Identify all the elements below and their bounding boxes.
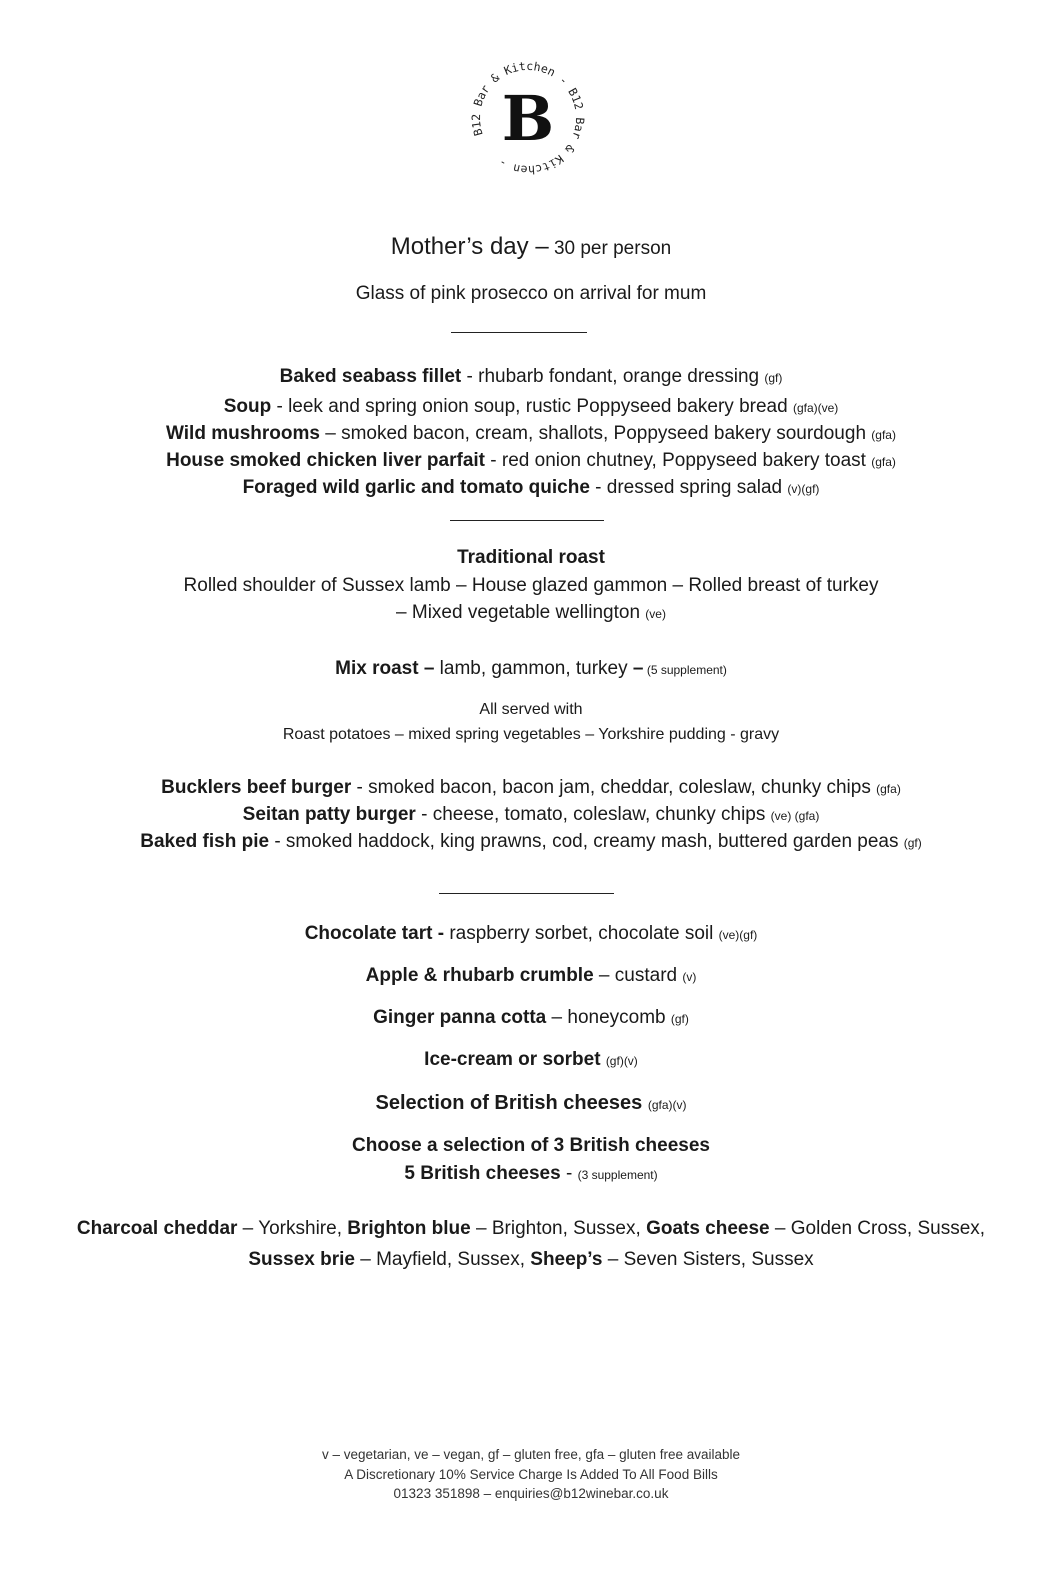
supplement-note: (3 supplement) <box>577 1168 658 1182</box>
service-charge <box>0 1465 1062 1484</box>
dish-name: Chocolate tart - <box>304 923 445 944</box>
dish-name: Apple & rhubarb crumble <box>365 965 594 986</box>
dietary-legend-text: v – vegetarian, ve – vegan, gf – gluten free, gfa – gluten free available <box>321 1447 741 1462</box>
cheese-origin: – Brighton, Sussex, <box>470 1218 647 1239</box>
starter-item <box>0 448 1062 475</box>
dietary-tags: (gfa) <box>871 428 896 442</box>
dietary-tags: (gf)(v) <box>605 1054 638 1068</box>
dish-description: – honeycomb <box>546 1007 671 1028</box>
contact-text: 01323 351898 – enquiries@b12winebar.co.uk <box>393 1486 669 1501</box>
dessert-item <box>0 1090 1062 1118</box>
cheese-name: Charcoal cheddar <box>76 1218 238 1239</box>
cheese-choose <box>0 1133 1062 1159</box>
dietary-tags: (gfa)(ve) <box>792 401 839 415</box>
cheese-name: Brighton blue <box>347 1218 471 1239</box>
dish-name: Bucklers beef burger <box>161 777 352 798</box>
divider-3 <box>439 893 614 894</box>
roast-options-text: Rolled shoulder of Sussex lamb – House glazed gammon – Rolled breast of turkey <box>183 575 879 596</box>
dessert-item <box>0 1005 1062 1032</box>
title-price: 30 per person <box>553 238 672 259</box>
dish-name: Foraged wild garlic and tomato quiche <box>242 477 590 498</box>
dish-name: Selection of British cheeses <box>375 1092 643 1114</box>
starter-item <box>0 394 1062 421</box>
dessert-item <box>0 963 1062 990</box>
cheese-list-line-1 <box>0 1216 1062 1242</box>
dish-name: Ginger panna cotta <box>373 1007 547 1028</box>
dish-description: - leek and spring onion soup, rustic Poppyseed bakery bread <box>271 396 793 417</box>
main-item <box>0 829 1062 856</box>
dish-description: raspberry sorbet, chocolate soil <box>444 923 719 944</box>
mix-roast <box>0 656 1062 683</box>
cheese-name: Sussex brie <box>248 1249 355 1270</box>
main-item <box>0 802 1062 829</box>
welcome-text: Glass of pink prosecco on arrival for mum <box>355 283 707 304</box>
roast-heading <box>0 545 1062 571</box>
cheese-choose-text: Choose a selection of 3 British cheeses <box>352 1135 710 1156</box>
menu-title <box>0 232 1062 262</box>
dish-name: Ice-cream or sorbet <box>424 1049 601 1070</box>
roast-options-vegan <box>0 600 1062 627</box>
dietary-tags: (gfa)(v) <box>647 1098 687 1112</box>
starter-item <box>0 364 1062 391</box>
dish-description: - red onion chutney, Poppyseed bakery toast <box>485 450 872 471</box>
roast-heading-text: Traditional roast <box>457 547 605 568</box>
dish-description: – smoked bacon, cream, shallots, Poppyseed bakery sourdough <box>319 423 872 444</box>
dish-name: Baked fish pie <box>140 831 270 852</box>
cheese-name: Goats cheese <box>646 1218 770 1239</box>
dietary-tags: (gfa) <box>871 455 896 469</box>
welcome-drink <box>0 281 1062 307</box>
dietary-tags: (ve) <box>645 607 666 621</box>
dash: – <box>632 658 644 679</box>
dietary-tags: (ve) (gfa) <box>770 809 820 823</box>
dish-name: 5 British cheeses <box>404 1163 561 1184</box>
logo-ring-text: B12 Bar & Kitchen - B12 Bar & Kitchen - <box>468 58 588 178</box>
dish-name: Seitan patty burger <box>242 804 416 825</box>
dietary-tags: (gfa) <box>876 782 901 796</box>
dessert-item <box>0 921 1062 948</box>
dietary-tags: (gf) <box>670 1012 689 1026</box>
cheese-origin: – Golden Cross, Sussex, <box>769 1218 986 1239</box>
main-item <box>0 775 1062 802</box>
service-charge-text: A Discretionary 10% Service Charge Is Added To All Food Bills <box>344 1467 718 1482</box>
dish-name: Baked seabass fillet <box>279 366 462 387</box>
cheese-origin: – Seven Sisters, Sussex <box>602 1249 814 1270</box>
contact-info <box>0 1484 1062 1503</box>
dish-description: lamb, gammon, turkey <box>434 658 633 679</box>
served-with-items <box>0 723 1062 747</box>
dish-description: - rhubarb fondant, orange dressing <box>461 366 765 387</box>
roast-options <box>0 573 1062 599</box>
starter-item <box>0 475 1062 502</box>
dish-description: - smoked bacon, bacon jam, cheddar, coleslaw, chunky chips <box>351 777 877 798</box>
dietary-legend <box>0 1445 1062 1464</box>
dessert-item <box>0 1047 1062 1074</box>
dish-description: - dressed spring salad <box>589 477 788 498</box>
dish-name: Soup <box>223 396 272 417</box>
cheese-origin: – Mayfield, Sussex, <box>354 1249 531 1270</box>
served-with-label: All served with <box>479 701 583 718</box>
dish-description: - cheese, tomato, coleslaw, chunky chips <box>415 804 771 825</box>
dietary-tags: (ve)(gf) <box>718 928 758 942</box>
dish-description: – custard <box>593 965 683 986</box>
dish-description: - smoked haddock, king prawns, cod, creamy mash, buttered garden peas <box>269 831 904 852</box>
dish-name: Wild mushrooms <box>166 423 320 444</box>
b12-logo <box>466 56 590 180</box>
title-main: Mother’s day – <box>390 233 549 260</box>
dietary-tags: (gf) <box>903 836 922 850</box>
starter-item <box>0 421 1062 448</box>
dietary-tags: (v) <box>682 970 697 984</box>
cheese-list-line-2 <box>0 1247 1062 1273</box>
supplement-note: (5 supplement) <box>643 663 727 677</box>
logo-letter: B <box>501 82 555 155</box>
cheese-name: Sheep’s <box>530 1249 603 1270</box>
divider-1 <box>451 332 587 333</box>
dish-name: House smoked chicken liver parfait <box>166 450 485 471</box>
dietary-tags: (v)(gf) <box>787 482 820 496</box>
dish-name: Mix roast – <box>335 658 435 679</box>
cheese-origin: – Yorkshire, <box>237 1218 348 1239</box>
divider-2 <box>450 520 604 521</box>
roast-vegan-text: – Mixed vegetable wellington <box>396 602 646 623</box>
dish-description: - <box>560 1163 578 1184</box>
served-with-title <box>0 698 1062 722</box>
served-with-text: Roast potatoes – mixed spring vegetables – Yorkshire pudding - gravy <box>282 726 780 743</box>
dietary-tags: (gf) <box>764 371 783 385</box>
cheese-five <box>0 1161 1062 1188</box>
